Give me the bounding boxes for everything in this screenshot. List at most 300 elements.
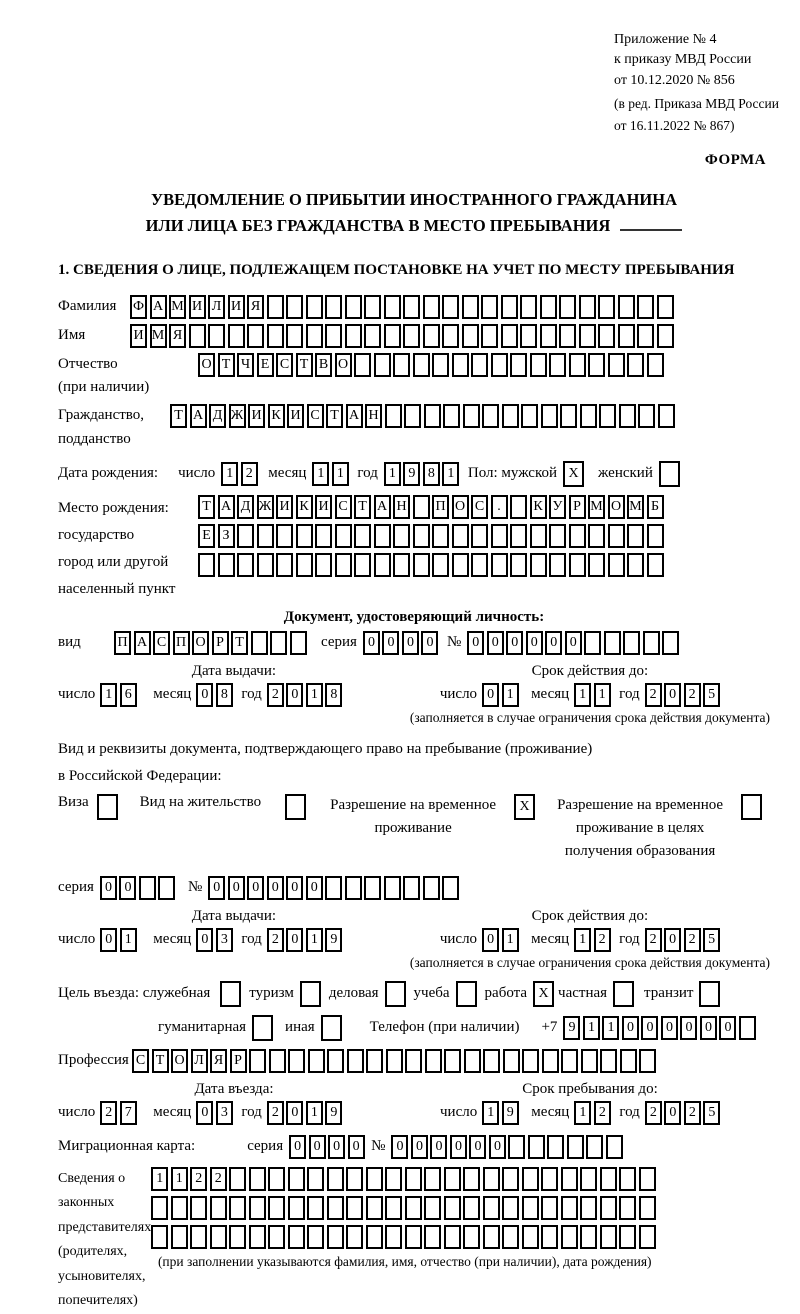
- profession-cell[interactable]: [464, 1049, 481, 1073]
- profession-cell[interactable]: Л: [191, 1049, 208, 1073]
- name-cell[interactable]: [189, 324, 206, 348]
- birth-month-cell[interactable]: 1: [312, 462, 329, 486]
- name-cell[interactable]: [345, 324, 362, 348]
- birthplace-cell[interactable]: С: [471, 495, 488, 519]
- representative-cell[interactable]: [483, 1167, 500, 1191]
- name-cell[interactable]: [403, 324, 420, 348]
- stay-year-cell[interactable]: 2: [645, 1101, 662, 1125]
- citizenship-cell[interactable]: [443, 404, 460, 428]
- representative-cell[interactable]: [268, 1167, 285, 1191]
- birthplace-cell[interactable]: П: [432, 495, 449, 519]
- name-cell[interactable]: [208, 324, 225, 348]
- name-cell[interactable]: [501, 324, 518, 348]
- representative-cell[interactable]: [463, 1167, 480, 1191]
- representative-cell[interactable]: [405, 1167, 422, 1191]
- representative-cell[interactable]: [483, 1225, 500, 1249]
- patronymic-cell[interactable]: [588, 353, 605, 377]
- surname-cell[interactable]: А: [150, 295, 167, 319]
- birth-year-cell[interactable]: 8: [423, 462, 440, 486]
- mig-series-cell[interactable]: 0: [309, 1135, 326, 1159]
- surname-cell[interactable]: Я: [247, 295, 264, 319]
- profession-cell[interactable]: [522, 1049, 539, 1073]
- birthplace-cell[interactable]: Ж: [257, 495, 274, 519]
- other-checkbox[interactable]: [321, 1015, 342, 1041]
- mig-series-cell[interactable]: 0: [328, 1135, 345, 1159]
- surname-cell[interactable]: [325, 295, 342, 319]
- representative-cell[interactable]: [366, 1167, 383, 1191]
- representative-cell[interactable]: [580, 1196, 597, 1220]
- birthplace-cell[interactable]: [413, 553, 430, 577]
- surname-cell[interactable]: Ф: [130, 295, 147, 319]
- patronymic-cell[interactable]: [452, 353, 469, 377]
- doc-number-cell[interactable]: 0: [467, 631, 484, 655]
- birth-day-cell[interactable]: 2: [241, 462, 258, 486]
- representative-cell[interactable]: [522, 1196, 539, 1220]
- entry-month-cell[interactable]: 0: [196, 1101, 213, 1125]
- name-cell[interactable]: [364, 324, 381, 348]
- entry-day-cell[interactable]: 7: [120, 1101, 137, 1125]
- profession-cell[interactable]: [405, 1049, 422, 1073]
- profession-cell[interactable]: [561, 1049, 578, 1073]
- birth-day-cell[interactable]: 1: [221, 462, 238, 486]
- birthplace-cell[interactable]: [237, 524, 254, 548]
- birthplace-cell[interactable]: [491, 553, 508, 577]
- name-cell[interactable]: М: [150, 324, 167, 348]
- permit-issue-month-cell[interactable]: 3: [216, 928, 233, 952]
- citizenship-cell[interactable]: А: [190, 404, 207, 428]
- doc-issue-month-cell[interactable]: 0: [196, 683, 213, 707]
- profession-cell[interactable]: [327, 1049, 344, 1073]
- birthplace-cell[interactable]: Н: [393, 495, 410, 519]
- representative-cell[interactable]: 1: [151, 1167, 168, 1191]
- representative-cell[interactable]: [444, 1196, 461, 1220]
- doc-kind-cell[interactable]: Т: [231, 631, 248, 655]
- doc-kind-cell[interactable]: Р: [212, 631, 229, 655]
- patronymic-cell[interactable]: [354, 353, 371, 377]
- doc-number-cell[interactable]: [623, 631, 640, 655]
- permit-issue-year-cell[interactable]: 2: [267, 928, 284, 952]
- tourism-checkbox[interactable]: [300, 981, 321, 1007]
- birthplace-cell[interactable]: [257, 553, 274, 577]
- birthplace-cell[interactable]: [296, 553, 313, 577]
- female-checkbox[interactable]: [659, 461, 680, 487]
- entry-day-cell[interactable]: 2: [100, 1101, 117, 1125]
- doc-kind-cell[interactable]: О: [192, 631, 209, 655]
- representative-cell[interactable]: [502, 1167, 519, 1191]
- doc-number-cell[interactable]: 0: [487, 631, 504, 655]
- birthplace-cell[interactable]: [335, 524, 352, 548]
- birthplace-cell[interactable]: Е: [198, 524, 215, 548]
- birthplace-cell[interactable]: [608, 524, 625, 548]
- doc-valid-year-cell[interactable]: 2: [684, 683, 701, 707]
- representative-cell[interactable]: [385, 1196, 402, 1220]
- mig-series-cell[interactable]: 0: [348, 1135, 365, 1159]
- mig-number-cell[interactable]: 0: [411, 1135, 428, 1159]
- representative-cell[interactable]: [522, 1225, 539, 1249]
- patronymic-cell[interactable]: С: [276, 353, 293, 377]
- entry-year-cell[interactable]: 0: [286, 1101, 303, 1125]
- birthplace-cell[interactable]: З: [218, 524, 235, 548]
- representative-cell[interactable]: 2: [210, 1167, 227, 1191]
- birthplace-cell[interactable]: [471, 553, 488, 577]
- birthplace-cell[interactable]: [276, 524, 293, 548]
- citizenship-cell[interactable]: [599, 404, 616, 428]
- representative-cell[interactable]: [619, 1196, 636, 1220]
- mig-number-cell[interactable]: [586, 1135, 603, 1159]
- birthplace-cell[interactable]: [198, 553, 215, 577]
- permit-number-cell[interactable]: 0: [228, 876, 245, 900]
- doc-number-cell[interactable]: [643, 631, 660, 655]
- surname-cell[interactable]: [267, 295, 284, 319]
- profession-cell[interactable]: [444, 1049, 461, 1073]
- phone-cell[interactable]: 9: [563, 1016, 580, 1040]
- patronymic-cell[interactable]: Ч: [237, 353, 254, 377]
- humanitarian-checkbox[interactable]: [252, 1015, 273, 1041]
- permit-valid-year-cell[interactable]: 5: [703, 928, 720, 952]
- phone-cell[interactable]: 0: [719, 1016, 736, 1040]
- patronymic-cell[interactable]: [608, 353, 625, 377]
- name-cell[interactable]: [462, 324, 479, 348]
- name-cell[interactable]: [384, 324, 401, 348]
- citizenship-cell[interactable]: [424, 404, 441, 428]
- representative-cell[interactable]: [619, 1225, 636, 1249]
- phone-cell[interactable]: 0: [700, 1016, 717, 1040]
- doc-issue-year-cell[interactable]: 2: [267, 683, 284, 707]
- representative-cell[interactable]: [541, 1196, 558, 1220]
- mig-number-cell[interactable]: [508, 1135, 525, 1159]
- representative-cell[interactable]: [190, 1225, 207, 1249]
- phone-cell[interactable]: 1: [602, 1016, 619, 1040]
- representative-cell[interactable]: [385, 1167, 402, 1191]
- birthplace-cell[interactable]: [315, 553, 332, 577]
- mig-number-cell[interactable]: [547, 1135, 564, 1159]
- representative-cell[interactable]: [327, 1196, 344, 1220]
- study-checkbox[interactable]: [456, 981, 477, 1007]
- surname-cell[interactable]: [618, 295, 635, 319]
- birthplace-cell[interactable]: [627, 524, 644, 548]
- birthplace-cell[interactable]: М: [627, 495, 644, 519]
- birthplace-cell[interactable]: [608, 553, 625, 577]
- citizenship-cell[interactable]: [580, 404, 597, 428]
- representative-cell[interactable]: [288, 1196, 305, 1220]
- representative-cell[interactable]: [502, 1225, 519, 1249]
- birthplace-cell[interactable]: [530, 553, 547, 577]
- birth-month-cell[interactable]: 1: [332, 462, 349, 486]
- birthplace-cell[interactable]: [627, 553, 644, 577]
- birthplace-cell[interactable]: [491, 524, 508, 548]
- representative-cell[interactable]: [171, 1196, 188, 1220]
- phone-cell[interactable]: 0: [680, 1016, 697, 1040]
- birthplace-cell[interactable]: [237, 553, 254, 577]
- permit-number-cell[interactable]: [403, 876, 420, 900]
- name-cell[interactable]: [442, 324, 459, 348]
- permit-issue-year-cell[interactable]: 0: [286, 928, 303, 952]
- doc-kind-cell[interactable]: [290, 631, 307, 655]
- citizenship-cell[interactable]: А: [346, 404, 363, 428]
- doc-number-cell[interactable]: 0: [545, 631, 562, 655]
- profession-cell[interactable]: [425, 1049, 442, 1073]
- doc-valid-day-cell[interactable]: 0: [482, 683, 499, 707]
- representative-cell[interactable]: [502, 1196, 519, 1220]
- profession-cell[interactable]: [620, 1049, 637, 1073]
- representative-cell[interactable]: [249, 1225, 266, 1249]
- doc-number-cell[interactable]: [604, 631, 621, 655]
- birthplace-cell[interactable]: С: [335, 495, 352, 519]
- doc-number-cell[interactable]: 0: [565, 631, 582, 655]
- doc-valid-month-cell[interactable]: 1: [594, 683, 611, 707]
- representative-cell[interactable]: [561, 1167, 578, 1191]
- phone-cell[interactable]: 1: [583, 1016, 600, 1040]
- permit-valid-year-cell[interactable]: 0: [664, 928, 681, 952]
- birthplace-cell[interactable]: Т: [354, 495, 371, 519]
- name-cell[interactable]: [228, 324, 245, 348]
- representative-cell[interactable]: [346, 1167, 363, 1191]
- profession-cell[interactable]: Т: [152, 1049, 169, 1073]
- permit-series-cell[interactable]: [139, 876, 156, 900]
- surname-cell[interactable]: М: [169, 295, 186, 319]
- representative-cell[interactable]: [463, 1225, 480, 1249]
- citizenship-cell[interactable]: [658, 404, 675, 428]
- surname-cell[interactable]: [559, 295, 576, 319]
- citizenship-cell[interactable]: Т: [326, 404, 343, 428]
- representative-cell[interactable]: [268, 1225, 285, 1249]
- profession-cell[interactable]: [249, 1049, 266, 1073]
- phone-cell[interactable]: 0: [641, 1016, 658, 1040]
- permit-issue-month-cell[interactable]: 0: [196, 928, 213, 952]
- profession-cell[interactable]: [347, 1049, 364, 1073]
- birthplace-cell[interactable]: [569, 524, 586, 548]
- representative-cell[interactable]: [444, 1225, 461, 1249]
- representative-cell[interactable]: [210, 1196, 227, 1220]
- permit-number-cell[interactable]: [345, 876, 362, 900]
- entry-year-cell[interactable]: 1: [306, 1101, 323, 1125]
- doc-valid-year-cell[interactable]: 2: [645, 683, 662, 707]
- permit-valid-month-cell[interactable]: 1: [574, 928, 591, 952]
- birthplace-cell[interactable]: [510, 495, 527, 519]
- mig-number-cell[interactable]: 0: [469, 1135, 486, 1159]
- birthplace-cell[interactable]: [218, 553, 235, 577]
- representative-cell[interactable]: [327, 1167, 344, 1191]
- stay-day-cell[interactable]: 9: [502, 1101, 519, 1125]
- name-cell[interactable]: [540, 324, 557, 348]
- birth-year-cell[interactable]: 1: [384, 462, 401, 486]
- birthplace-cell[interactable]: [530, 524, 547, 548]
- surname-cell[interactable]: И: [228, 295, 245, 319]
- surname-cell[interactable]: [481, 295, 498, 319]
- birthplace-cell[interactable]: [296, 524, 313, 548]
- birth-year-cell[interactable]: 9: [403, 462, 420, 486]
- transit-checkbox[interactable]: [699, 981, 720, 1007]
- birthplace-cell[interactable]: [569, 553, 586, 577]
- name-cell[interactable]: [286, 324, 303, 348]
- patronymic-cell[interactable]: Т: [218, 353, 235, 377]
- representative-cell[interactable]: [190, 1196, 207, 1220]
- birthplace-cell[interactable]: И: [315, 495, 332, 519]
- name-cell[interactable]: [267, 324, 284, 348]
- citizenship-cell[interactable]: Ж: [229, 404, 246, 428]
- patronymic-cell[interactable]: В: [315, 353, 332, 377]
- birthplace-cell[interactable]: [549, 553, 566, 577]
- doc-issue-year-cell[interactable]: 8: [325, 683, 342, 707]
- birthplace-cell[interactable]: А: [374, 495, 391, 519]
- representative-cell[interactable]: [307, 1167, 324, 1191]
- permit-number-cell[interactable]: 0: [306, 876, 323, 900]
- surname-cell[interactable]: [345, 295, 362, 319]
- representative-cell[interactable]: 2: [190, 1167, 207, 1191]
- permit-number-cell[interactable]: [364, 876, 381, 900]
- citizenship-cell[interactable]: [385, 404, 402, 428]
- representative-cell[interactable]: [268, 1196, 285, 1220]
- permit-issue-day-cell[interactable]: 0: [100, 928, 117, 952]
- permit-number-cell[interactable]: 0: [208, 876, 225, 900]
- permit-valid-day-cell[interactable]: 1: [502, 928, 519, 952]
- citizenship-cell[interactable]: [482, 404, 499, 428]
- profession-cell[interactable]: [288, 1049, 305, 1073]
- surname-cell[interactable]: [462, 295, 479, 319]
- temp-permit-edu-checkbox[interactable]: [741, 794, 762, 820]
- permit-issue-day-cell[interactable]: 1: [120, 928, 137, 952]
- citizenship-cell[interactable]: [463, 404, 480, 428]
- representative-cell[interactable]: [424, 1225, 441, 1249]
- work-checkbox[interactable]: X: [533, 981, 554, 1007]
- profession-cell[interactable]: Я: [210, 1049, 227, 1073]
- surname-cell[interactable]: [403, 295, 420, 319]
- representative-cell[interactable]: [307, 1225, 324, 1249]
- birthplace-cell[interactable]: [549, 524, 566, 548]
- representative-cell[interactable]: [541, 1167, 558, 1191]
- surname-cell[interactable]: [637, 295, 654, 319]
- stay-year-cell[interactable]: 5: [703, 1101, 720, 1125]
- surname-cell[interactable]: [540, 295, 557, 319]
- representative-cell[interactable]: [600, 1225, 617, 1249]
- patronymic-cell[interactable]: [569, 353, 586, 377]
- stay-year-cell[interactable]: 0: [664, 1101, 681, 1125]
- birthplace-cell[interactable]: [413, 524, 430, 548]
- permit-issue-year-cell[interactable]: 1: [306, 928, 323, 952]
- permit-series-cell[interactable]: 0: [100, 876, 117, 900]
- birthplace-cell[interactable]: [335, 553, 352, 577]
- birthplace-cell[interactable]: [510, 553, 527, 577]
- doc-kind-cell[interactable]: [251, 631, 268, 655]
- surname-cell[interactable]: [286, 295, 303, 319]
- citizenship-cell[interactable]: Н: [365, 404, 382, 428]
- representative-cell[interactable]: [580, 1225, 597, 1249]
- citizenship-cell[interactable]: [619, 404, 636, 428]
- patronymic-cell[interactable]: [471, 353, 488, 377]
- representative-cell[interactable]: [561, 1225, 578, 1249]
- permit-series-cell[interactable]: 0: [119, 876, 136, 900]
- entry-year-cell[interactable]: 9: [325, 1101, 342, 1125]
- permit-number-cell[interactable]: [423, 876, 440, 900]
- representative-cell[interactable]: [346, 1196, 363, 1220]
- mig-number-cell[interactable]: 0: [391, 1135, 408, 1159]
- phone-cell[interactable]: 0: [622, 1016, 639, 1040]
- birth-year-cell[interactable]: 1: [442, 462, 459, 486]
- surname-cell[interactable]: [579, 295, 596, 319]
- patronymic-cell[interactable]: [432, 353, 449, 377]
- representative-cell[interactable]: [249, 1167, 266, 1191]
- birthplace-cell[interactable]: [393, 524, 410, 548]
- citizenship-cell[interactable]: Д: [209, 404, 226, 428]
- birthplace-cell[interactable]: [432, 524, 449, 548]
- citizenship-cell[interactable]: И: [248, 404, 265, 428]
- representative-cell[interactable]: [619, 1167, 636, 1191]
- permit-series-cell[interactable]: [158, 876, 175, 900]
- business-checkbox[interactable]: [385, 981, 406, 1007]
- representative-cell[interactable]: [522, 1167, 539, 1191]
- birthplace-cell[interactable]: [588, 553, 605, 577]
- birthplace-cell[interactable]: [432, 553, 449, 577]
- patronymic-cell[interactable]: Т: [296, 353, 313, 377]
- profession-cell[interactable]: [269, 1049, 286, 1073]
- patronymic-cell[interactable]: [549, 353, 566, 377]
- birthplace-cell[interactable]: [510, 524, 527, 548]
- birthplace-cell[interactable]: [257, 524, 274, 548]
- doc-series-cell[interactable]: 0: [421, 631, 438, 655]
- patronymic-cell[interactable]: [374, 353, 391, 377]
- patronymic-cell[interactable]: [393, 353, 410, 377]
- permit-valid-day-cell[interactable]: 0: [482, 928, 499, 952]
- citizenship-cell[interactable]: [541, 404, 558, 428]
- permit-number-cell[interactable]: 0: [267, 876, 284, 900]
- doc-number-cell[interactable]: [584, 631, 601, 655]
- permit-issue-year-cell[interactable]: 9: [325, 928, 342, 952]
- mig-number-cell[interactable]: 0: [489, 1135, 506, 1159]
- doc-number-cell[interactable]: [662, 631, 679, 655]
- birthplace-cell[interactable]: [315, 524, 332, 548]
- name-cell[interactable]: [423, 324, 440, 348]
- doc-issue-day-cell[interactable]: 1: [100, 683, 117, 707]
- birthplace-cell[interactable]: И: [276, 495, 293, 519]
- patronymic-cell[interactable]: [413, 353, 430, 377]
- surname-cell[interactable]: [306, 295, 323, 319]
- birthplace-cell[interactable]: [647, 524, 664, 548]
- citizenship-cell[interactable]: С: [307, 404, 324, 428]
- birthplace-cell[interactable]: Б: [647, 495, 664, 519]
- doc-kind-cell[interactable]: С: [153, 631, 170, 655]
- profession-cell[interactable]: [639, 1049, 656, 1073]
- birthplace-cell[interactable]: [588, 524, 605, 548]
- citizenship-cell[interactable]: [521, 404, 538, 428]
- doc-number-cell[interactable]: 0: [526, 631, 543, 655]
- surname-cell[interactable]: [442, 295, 459, 319]
- permit-valid-year-cell[interactable]: 2: [645, 928, 662, 952]
- name-cell[interactable]: [559, 324, 576, 348]
- birthplace-cell[interactable]: [452, 524, 469, 548]
- name-cell[interactable]: [325, 324, 342, 348]
- doc-issue-month-cell[interactable]: 8: [216, 683, 233, 707]
- permit-number-cell[interactable]: [384, 876, 401, 900]
- representative-cell[interactable]: [229, 1196, 246, 1220]
- mig-number-cell[interactable]: [528, 1135, 545, 1159]
- stay-month-cell[interactable]: 2: [594, 1101, 611, 1125]
- patronymic-cell[interactable]: [510, 353, 527, 377]
- name-cell[interactable]: [481, 324, 498, 348]
- birthplace-cell[interactable]: А: [218, 495, 235, 519]
- representative-cell[interactable]: [229, 1167, 246, 1191]
- representative-cell[interactable]: [327, 1225, 344, 1249]
- mig-number-cell[interactable]: [567, 1135, 584, 1159]
- citizenship-cell[interactable]: [638, 404, 655, 428]
- representative-cell[interactable]: [151, 1225, 168, 1249]
- citizenship-cell[interactable]: [502, 404, 519, 428]
- temp-permit-checkbox[interactable]: X: [514, 794, 535, 820]
- official-checkbox[interactable]: [220, 981, 241, 1007]
- doc-valid-month-cell[interactable]: 1: [574, 683, 591, 707]
- entry-year-cell[interactable]: 2: [267, 1101, 284, 1125]
- representative-cell[interactable]: [385, 1225, 402, 1249]
- representative-cell[interactable]: 1: [171, 1167, 188, 1191]
